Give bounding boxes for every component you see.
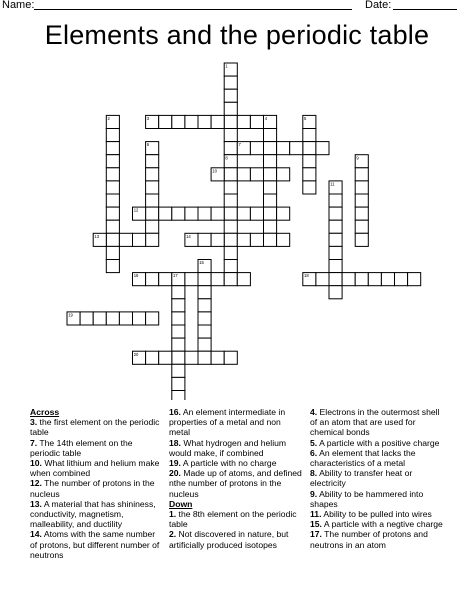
grid-cell[interactable] xyxy=(146,233,159,246)
grid-cell[interactable] xyxy=(264,155,277,168)
clue-number: 9. xyxy=(310,488,318,499)
cell-number: 13 xyxy=(94,233,100,239)
grid-cell[interactable] xyxy=(106,142,119,155)
grid-cell[interactable] xyxy=(172,364,185,377)
clue-item xyxy=(30,478,162,498)
grid-cell[interactable] xyxy=(198,312,211,325)
clue-text: Ability to be pulled into wires xyxy=(321,509,432,520)
clue-number: 4. xyxy=(310,407,318,417)
grid-cell[interactable] xyxy=(198,351,211,364)
clue-item xyxy=(310,407,444,438)
grid-cell[interactable] xyxy=(355,168,368,181)
grid-cell[interactable] xyxy=(224,207,237,220)
grid-cell[interactable] xyxy=(211,351,224,364)
grid-cell[interactable] xyxy=(133,312,146,325)
grid-cell[interactable] xyxy=(106,155,119,168)
grid-cell[interactable] xyxy=(146,181,159,194)
grid-cell[interactable] xyxy=(159,115,172,128)
cell-number: 4 xyxy=(264,116,268,121)
grid-cell[interactable] xyxy=(264,168,277,181)
clue-text: A material that has shininess, conductivity, magnetism, malleability, and ductility xyxy=(30,498,156,530)
grid-cell[interactable] xyxy=(146,194,159,207)
grid-cell[interactable] xyxy=(303,181,316,194)
clue-text: The 14th element on the periodic table xyxy=(30,437,133,458)
clue-text: The number of protons and neutrons in an atom xyxy=(310,529,428,550)
grid-cell[interactable] xyxy=(250,115,263,128)
grid-cell[interactable] xyxy=(119,312,132,325)
grid-cell[interactable] xyxy=(80,312,93,325)
name-label: Name: xyxy=(2,0,35,11)
grid-cell[interactable] xyxy=(224,115,237,128)
grid-cell[interactable] xyxy=(211,115,224,128)
grid-cell[interactable] xyxy=(198,325,211,338)
grid-cell[interactable] xyxy=(224,351,237,364)
clue-item xyxy=(30,499,162,530)
grid-cell[interactable] xyxy=(172,115,185,128)
clue-text: The number of protons in the nucleus xyxy=(30,478,155,499)
date-label: Date: xyxy=(365,0,392,11)
grid-cell[interactable] xyxy=(106,129,119,142)
grid-cell[interactable] xyxy=(250,168,263,181)
clue-item xyxy=(169,458,303,468)
grid-cell[interactable] xyxy=(264,181,277,194)
grid-cell[interactable] xyxy=(237,273,250,286)
grid-cell[interactable] xyxy=(106,181,119,194)
cell-number: 5 xyxy=(304,116,307,121)
cell-number: 12 xyxy=(133,207,139,213)
grid-cell[interactable] xyxy=(119,233,132,246)
grid-cell[interactable] xyxy=(355,207,368,220)
cell-number: 9 xyxy=(356,155,359,161)
grid-cell[interactable] xyxy=(211,273,224,286)
clue-item xyxy=(169,438,303,458)
grid-cell[interactable] xyxy=(329,273,342,286)
clue-number: 20. xyxy=(169,468,181,479)
cell-number: 1 xyxy=(225,63,228,69)
clue-text: Made up of atoms, and defined nthe number of protons in the nucleus xyxy=(169,468,302,499)
grid-cell[interactable] xyxy=(264,233,277,246)
clue-text: What hydrogen and helium would make, if combined xyxy=(169,437,287,458)
clue-number: 3. xyxy=(30,417,38,428)
clue-text: Ability to be hammered into shapes xyxy=(310,488,424,509)
grid-cell[interactable] xyxy=(329,286,342,299)
grid-cell[interactable] xyxy=(146,312,159,325)
grid-cell[interactable] xyxy=(316,273,329,286)
clue-item xyxy=(310,509,444,519)
grid-cell[interactable] xyxy=(146,207,159,220)
clue-number: 17. xyxy=(310,529,322,540)
cell-number: 17 xyxy=(173,273,178,279)
cell-number: 16 xyxy=(133,273,139,279)
grid-cell[interactable] xyxy=(172,351,185,364)
grid-cell[interactable] xyxy=(224,181,237,194)
grid-cell[interactable] xyxy=(224,168,237,181)
grid-cell[interactable] xyxy=(395,273,408,286)
clue-number: 15. xyxy=(310,519,322,530)
grid-cell[interactable] xyxy=(133,233,146,246)
grid-cell[interactable] xyxy=(303,142,316,155)
clue-number: 7. xyxy=(30,437,38,448)
grid-cell[interactable] xyxy=(172,286,185,299)
grid-cell[interactable] xyxy=(106,312,119,325)
grid-cell[interactable] xyxy=(355,181,368,194)
cell-number: 2 xyxy=(107,116,110,121)
cell-number: 7 xyxy=(238,142,241,148)
clue-text: An element intermediate in properties of a metal and non metal xyxy=(169,407,286,438)
clue-number: 8. xyxy=(310,468,318,479)
cell-number: 14 xyxy=(186,233,191,239)
grid-cell[interactable] xyxy=(264,194,277,207)
clue-item xyxy=(310,438,444,448)
grid-cell[interactable] xyxy=(146,220,159,233)
clue-item xyxy=(169,529,303,549)
clue-text: Ability to transfer heat or electricity xyxy=(310,468,413,489)
cell-number: 15 xyxy=(199,260,204,266)
clue-item xyxy=(30,417,162,437)
clue-text: An element that lacks the characteristics of a metal xyxy=(310,447,416,469)
grid-cell[interactable] xyxy=(290,142,303,155)
clue-number: 12. xyxy=(30,478,42,489)
grid-cell[interactable] xyxy=(106,168,119,181)
cell-number: 20 xyxy=(133,351,139,357)
grid-cell[interactable] xyxy=(198,115,211,128)
grid-cell[interactable] xyxy=(237,168,250,181)
grid-cell[interactable] xyxy=(106,220,119,233)
cell-number: 11 xyxy=(330,181,335,187)
clue-number: 19. xyxy=(169,458,181,469)
grid-cell[interactable] xyxy=(146,168,159,181)
grid-cell[interactable] xyxy=(172,207,185,220)
grid-cell[interactable] xyxy=(329,260,342,273)
grid-cell[interactable] xyxy=(264,142,277,155)
grid-cell[interactable] xyxy=(106,194,119,207)
grid-cell[interactable] xyxy=(93,312,106,325)
grid-cell[interactable] xyxy=(159,273,172,286)
cell-number: 19 xyxy=(68,312,73,318)
clue-number: 18. xyxy=(169,437,181,448)
clue-number: 1. xyxy=(169,509,177,520)
clue-item xyxy=(30,529,162,560)
grid-cell[interactable] xyxy=(159,207,172,220)
grid-cell[interactable] xyxy=(185,273,198,286)
clue-number: 11. xyxy=(310,509,322,520)
grid-cell[interactable] xyxy=(198,273,211,286)
grid-cell[interactable] xyxy=(224,129,237,142)
grid-cell[interactable] xyxy=(329,194,342,207)
grid-cell[interactable] xyxy=(159,351,172,364)
grid-cell[interactable] xyxy=(198,299,211,312)
clue-item xyxy=(169,407,303,438)
grid-cell[interactable] xyxy=(211,233,224,246)
grid-cell[interactable] xyxy=(146,351,159,364)
grid-cell[interactable] xyxy=(355,220,368,233)
grid-cell[interactable] xyxy=(224,233,237,246)
clue-number: 6. xyxy=(310,447,318,458)
clue-text: Atoms with the same number of protons, but different number of neutrons xyxy=(30,529,160,560)
grid-cell[interactable] xyxy=(277,168,290,181)
grid-cell[interactable] xyxy=(408,273,421,286)
grid-cell[interactable] xyxy=(250,207,263,220)
clue-item xyxy=(30,438,162,458)
across-heading: Across xyxy=(30,407,60,417)
grid-cell[interactable] xyxy=(303,168,316,181)
grid-cell[interactable] xyxy=(224,246,237,259)
clue-text: What lithium and helium make when combined xyxy=(30,458,160,479)
grid-cell[interactable] xyxy=(185,115,198,128)
clues-column-3 xyxy=(310,407,444,550)
grid-cell[interactable] xyxy=(303,129,316,142)
grid-cell[interactable] xyxy=(342,273,355,286)
grid-cell[interactable] xyxy=(224,89,237,102)
clue-item xyxy=(310,519,444,529)
clues-column-2 xyxy=(169,407,303,550)
clue-item xyxy=(169,509,303,529)
cell-number: 3 xyxy=(146,116,150,121)
grid-cell[interactable] xyxy=(146,273,159,286)
clue-number: 16. xyxy=(169,407,181,417)
clue-number: 13. xyxy=(30,498,42,509)
grid-cell[interactable] xyxy=(368,273,381,286)
grid-cell[interactable] xyxy=(106,260,119,273)
grid-cell[interactable] xyxy=(277,207,290,220)
grid-cell[interactable] xyxy=(172,391,185,401)
grid-cell[interactable] xyxy=(329,233,342,246)
grid-cell[interactable] xyxy=(237,207,250,220)
grid-cell[interactable] xyxy=(355,233,368,246)
clue-item xyxy=(310,489,444,509)
grid-cell[interactable] xyxy=(211,207,224,220)
grid-cell[interactable] xyxy=(172,312,185,325)
grid-cell[interactable] xyxy=(224,102,237,115)
clue-number: 10. xyxy=(30,458,42,469)
grid-cell[interactable] xyxy=(172,338,185,351)
cell-number: 18 xyxy=(304,273,309,279)
grid-cell[interactable] xyxy=(224,220,237,233)
grid-cell[interactable] xyxy=(224,260,237,273)
grid-cell[interactable] xyxy=(185,351,198,364)
grid-cell[interactable] xyxy=(329,207,342,220)
clue-item xyxy=(310,448,444,468)
clue-item xyxy=(30,458,162,478)
grid-cell[interactable] xyxy=(106,246,119,259)
grid-cell[interactable] xyxy=(198,286,211,299)
grid-cell[interactable] xyxy=(355,273,368,286)
grid-cell[interactable] xyxy=(264,207,277,220)
clue-text: A particle with a positive charge xyxy=(317,437,440,448)
down-list-b xyxy=(310,407,444,550)
grid-cell[interactable] xyxy=(198,207,211,220)
across-list-a xyxy=(30,417,162,560)
grid-cell[interactable] xyxy=(316,142,329,155)
clue-text: Not discovered in nature, but artificially produced isotopes xyxy=(169,529,289,550)
clue-text: A particle with no charge xyxy=(180,458,277,469)
cell-number: 8 xyxy=(225,155,228,161)
clue-number: 5. xyxy=(310,437,318,448)
down-list-a xyxy=(169,509,303,550)
page-title: Elements and the periodic table xyxy=(44,20,430,50)
grid-cell[interactable] xyxy=(250,233,263,246)
grid-cell[interactable] xyxy=(277,142,290,155)
grid-cell[interactable] xyxy=(237,115,250,128)
clue-item xyxy=(310,529,444,549)
grid-cell[interactable] xyxy=(198,233,211,246)
grid-cell[interactable] xyxy=(224,273,237,286)
grid-cell[interactable] xyxy=(185,207,198,220)
grid-cell[interactable] xyxy=(355,194,368,207)
grid-cell[interactable] xyxy=(224,76,237,89)
grid-cell[interactable] xyxy=(329,220,342,233)
clues-column-1 xyxy=(30,407,162,560)
clue-item xyxy=(169,468,303,499)
clue-number: 14. xyxy=(30,529,42,540)
grid-cell[interactable] xyxy=(224,194,237,207)
grid-cell[interactable] xyxy=(172,325,185,338)
grid-cell[interactable] xyxy=(172,299,185,312)
grid-cell[interactable] xyxy=(329,246,342,259)
grid-cell[interactable] xyxy=(224,142,237,155)
grid-cell[interactable] xyxy=(237,233,250,246)
clue-text: the 8th element on the periodic table xyxy=(169,509,297,530)
grid-cell[interactable] xyxy=(250,142,263,155)
clue-text: the first element on the periodic table xyxy=(30,417,160,438)
grid-cell[interactable] xyxy=(264,129,277,142)
cell-number: 6 xyxy=(146,142,150,148)
grid-cell[interactable] xyxy=(264,220,277,233)
grid-cell[interactable] xyxy=(303,155,316,168)
grid-cell[interactable] xyxy=(198,338,211,351)
grid-cell[interactable] xyxy=(381,273,394,286)
clue-item xyxy=(310,468,444,488)
down-heading: Down xyxy=(169,498,193,509)
grid-cell[interactable] xyxy=(106,233,119,246)
grid-cell[interactable] xyxy=(106,207,119,220)
grid-cell[interactable] xyxy=(172,377,185,390)
clue-text: Electrons in the outermost shell of an atom that are used for chemical bonds xyxy=(310,407,440,438)
grid-cell[interactable] xyxy=(146,155,159,168)
across-list-b xyxy=(169,407,303,499)
grid-cell[interactable] xyxy=(277,233,290,246)
clue-number: 2. xyxy=(169,529,177,540)
clue-text: A particle with a negtive charge xyxy=(321,519,443,530)
cell-number: 10 xyxy=(212,168,217,174)
